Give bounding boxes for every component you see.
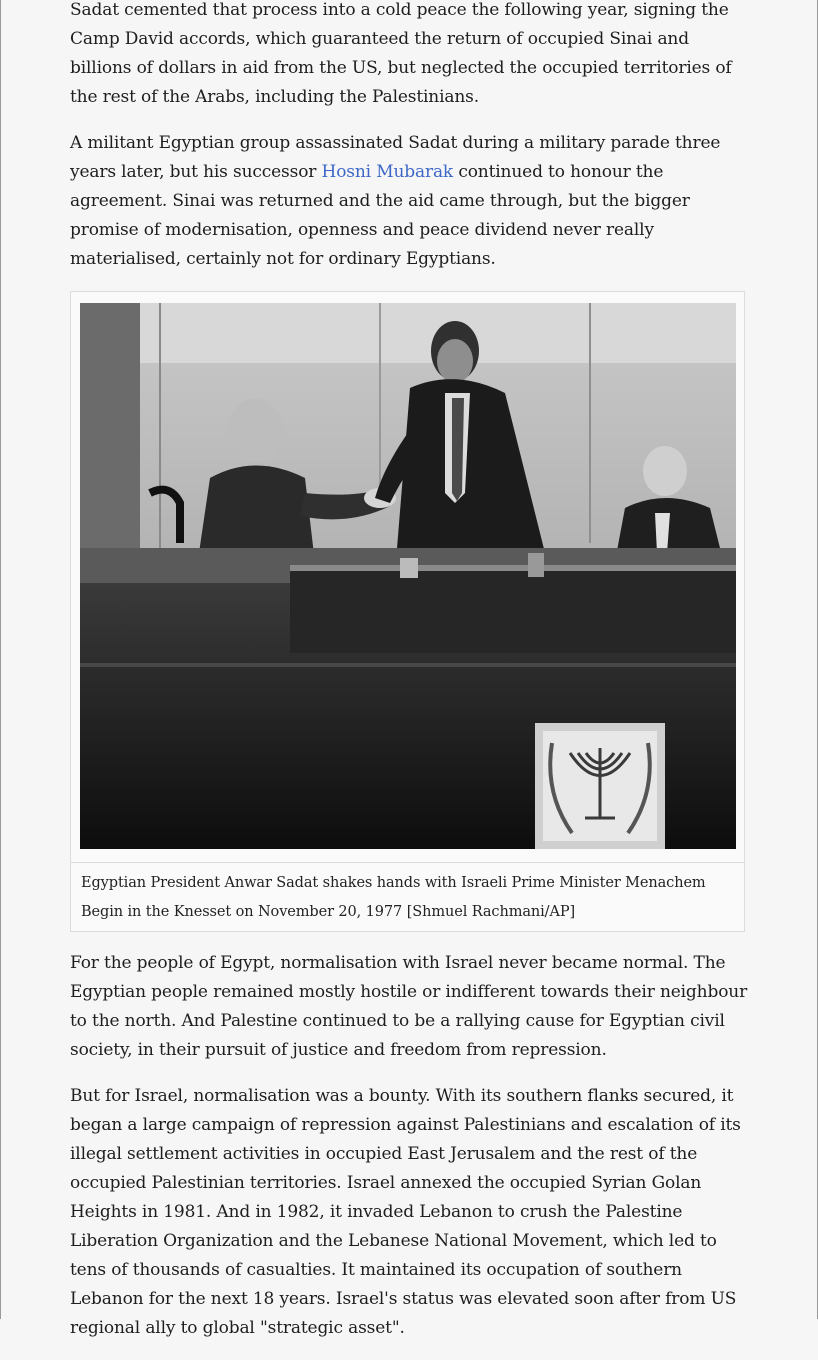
- hosni-mubarak-link[interactable]: Hosni Mubarak: [321, 162, 454, 182]
- paragraph-mubarak-text-before: A militant Egyptian group assassinated Sadat during a military parade three years later, but his successor: [70, 133, 721, 182]
- paragraph-camp-david: Sadat cemented that process into a cold peace the following year, signing the Camp David accords, which guaranteed the return of occupied Sinai and billions of dollars in aid from the US, but neglected the occupied territories of the rest of the Arabs, including the Palestinians.: [70, 0, 732, 107]
- photo-frame: [71, 292, 744, 862]
- article-body: [70, 0, 750, 1360]
- paragraph-mubarak-text-after: continued to honour the agreement. Sinai was returned and the aid came through, but the bigger promise of modernisation, openness and peace dividend never really materialised, certainly not for ordinary Egyptians.: [70, 162, 690, 269]
- paragraph-egypt-normalisation: For the people of Egypt, normalisation with Israel never became normal. The Egyptian people remained mostly hostile or indifferent towards their neighbour to the north. And Palestine continued to be a rallying cause for Egyptian civil society, in their pursuit of justice and freedom from repression.: [70, 953, 748, 1060]
- sadat-begin-handshake-photo: [80, 303, 736, 849]
- paragraph-mubarak: [70, 129, 750, 274]
- figure-caption: Egyptian President Anwar Sadat shakes hands with Israeli Prime Minister Menachem Begin in the Knesset on November 20, 1977 [Shmuel Rachmani/AP]: [71, 862, 744, 931]
- paragraph-israel-bounty: But for Israel, normalisation was a bounty. With its southern flanks secured, it began a large campaign of repression against Palestinians and escalation of its illegal settlement activities in occupied East Jerusalem and the rest of the occupied Palestinian territories. Israel annexed the occupied Syrian Golan Heights in 1981. And in 1982, it invaded Lebanon to crush the Palestine Liberation Organization and the Lebanese National Movement, which led to tens of thousands of casualties. It maintained its occupation of southern Lebanon for the next 18 years. Israel's status was elevated soon after from US regional ally to global "strategic asset".: [70, 1086, 741, 1338]
- article-figure: [70, 291, 745, 932]
- left-edge-line: [0, 0, 1, 1319]
